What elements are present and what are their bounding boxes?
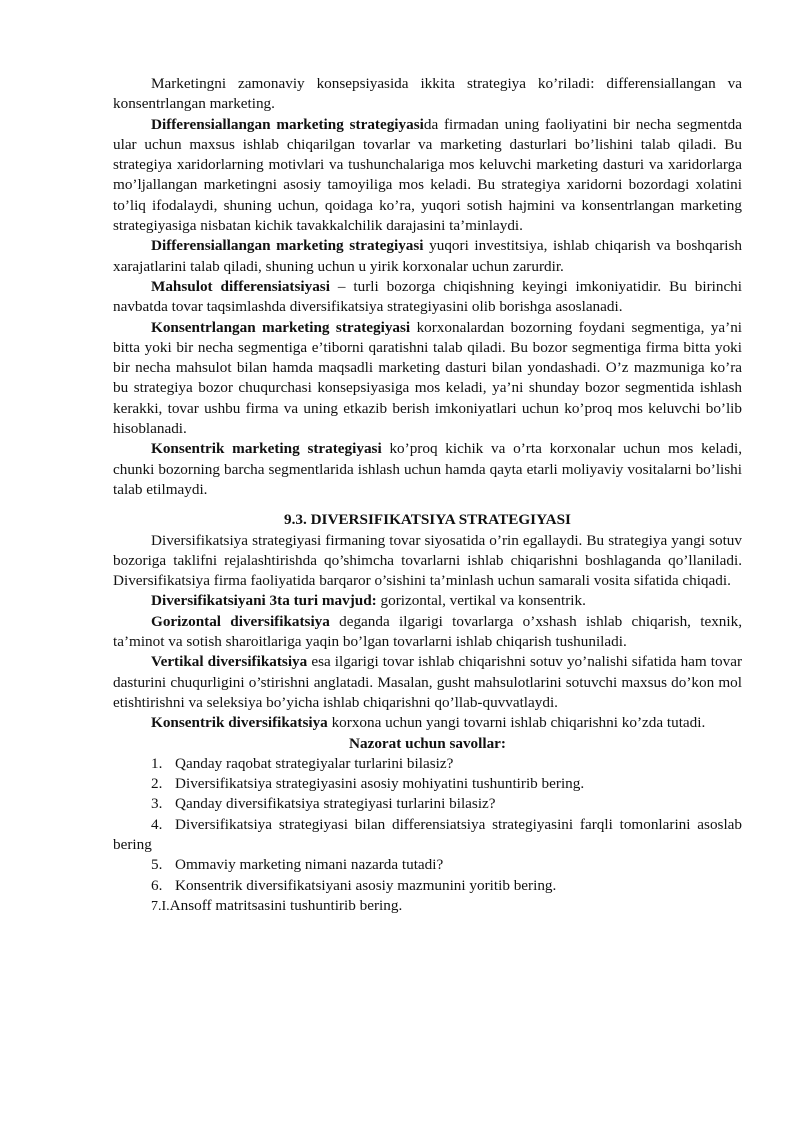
- question-text: Diversifikatsiya strategiyasi bilan differensiatsiya strategiyasini farqli tomonlarini asoslab bering: [113, 815, 742, 853]
- paragraph-intro: Marketingni zamonaviy konsepsiyasida ikkita strategiya ko’riladi: differensiallangan va konsentrlangan marketing.: [113, 75, 742, 113]
- diversification-section: [113, 531, 742, 734]
- questions-list: [113, 754, 742, 917]
- list-item: [113, 855, 742, 875]
- term-bold: Vertikal diversifikatsiya: [151, 653, 308, 671]
- paragraph-concentric: Konsentrik diversifikatsiya korxona uchun yangi tovarni ishlab chiqarishni ko’zda tutadi.: [151, 714, 706, 732]
- paragraph-concentrated-strategy: Konsentrlangan marketing strategiyasi korxonalardan bozorning foydani segmentiga, ya’ni bitta yoki bir necha segmentiga e’tiborni qaratishni talab qiladi. Bu bozor segmentiga firma bitta yoki bir necha mahsulot bilan hamda maqsadli marketing dasturi bilan yondashadi. O’z mazmuniga ko’ra bu strategiya bozor chuqurchasi konsepsiyasiga mos keladi, ya’ni shunday bozor segmentida ishlash kerakki, tovar ushbu firma va uning etkazib berish imkoniyatlari uchun ko’proq mos keluvchi bo’lib hisoblanadi.: [113, 318, 743, 438]
- term-bold: Gorizontal diversifikatsiya: [151, 612, 330, 630]
- term-bold: Mahsulot differensiatsiyasi: [151, 277, 330, 295]
- question-number: 4.: [151, 815, 163, 833]
- term-bold: Konsentrik diversifikatsiya: [151, 714, 328, 732]
- question-number: 2.: [151, 775, 163, 793]
- question-text: Qanday diversifikatsiya strategiyasi turlarini bilasiz?: [175, 795, 496, 813]
- paragraph-concentric-strategy: Konsentrik marketing strategiyasi ko’proq kichik va o’rta korxonalar uchun mos keladi, chunki bozorning barcha segmentlarida ishlash uchun hamda qayta etarli moliyaviy vositalarni bo’lishi talab etilmaydi.: [113, 440, 742, 498]
- questions-title: Nazorat uchun savollar:: [349, 734, 506, 752]
- question-number: 3.: [151, 795, 163, 813]
- question-number: 7.I.: [151, 898, 170, 914]
- term-bold: Konsentrik marketing strategiyasi: [151, 440, 382, 458]
- paragraph-diversification-types: Diversifikatsiyani 3ta turi mavjud: gorizontal, vertikal va konsentrik.: [151, 592, 586, 610]
- section-title: 9.3. DIVERSIFIKATSIYA STRATEGIYASI: [284, 511, 571, 529]
- list-item: [113, 896, 742, 917]
- question-text: Qanday raqobat strategiyalar turlarini bilasiz?: [175, 754, 454, 772]
- paragraph-diversification-intro: Diversifikatsiya strategiyasi firmaning tovar siyosatida o’rin egallaydi. Bu strategiya yangi sotuv bozoriga taklifni rejalashtirishda qo’shimcha tovarlarni ishlab chiqarishni boshlaganda qo’llaniladi. Diversifikatsiya firma faoliyatida barqaror o’sishini ta’minlash uchun samarali vosita sifatida chiqadi.: [113, 531, 742, 590]
- term-bold: Differensiallangan marketing strategiyasi: [151, 237, 424, 255]
- term-bold: Differensiallangan marketing strategiyasi: [151, 115, 424, 133]
- term-bold: Konsentrlangan marketing strategiyasi: [151, 318, 411, 336]
- list-item: [113, 754, 742, 774]
- question-text: Ansoff matritsasini tushuntirib bering.: [169, 896, 403, 914]
- question-text: Diversifikatsiya strategiyasini asosiy mohiyatini tushuntirib bering.: [175, 775, 585, 793]
- list-item: [113, 815, 742, 856]
- paragraph-differentiated-costs: Differensiallangan marketing strategiyasi yuqori investitsiya, ishlab chiqarish va boshqarish xarajatlarini talab qiladi, shuning uchun u yirik korxonalar uchun zarurdir.: [113, 237, 742, 275]
- question-number: 5.: [151, 856, 163, 874]
- question-number: 6.: [151, 876, 163, 894]
- term-bold: Diversifikatsiyani 3ta turi mavjud:: [151, 592, 377, 610]
- paragraph-differentiated-strategy: Differensiallangan marketing strategiyasida firmadan uning faoliyatini bir necha segmentda ular uchun maxsus ishlab chiqarilgan tovarlar va marketing dasturlari bo’lishini talab qiladi. Bu strategiya xaridorlarning motivlari va tushunchalariga mos keluvchi marketing dasturi va xaridorlarga mo’ljallangan marketingni asosiy tamoyiliga mos keladi. Bu strategiya xaridorni bozordagi xolatini to’liq ifodalaydi, shuning uchun, qoidaga ko’ra, yuqori sotish hajmini va konsentrlangan marketing strategiyasiga nisbatan kichik tavakkalchilik darajasini ta’minlaydi.: [113, 115, 742, 235]
- list-item: [113, 876, 742, 896]
- paragraph-horizontal: Gorizontal diversifikatsiya deganda ilgarigi tovarlarga o’xshash ishlab chiqarish, texnik, ta’minot va sotish sharoitlariga yaqin bo’lgan tovarlarni ishlab chiqarish tushuniladi.: [113, 612, 742, 651]
- list-item: [113, 794, 742, 814]
- intro-section: [113, 74, 742, 500]
- question-text: Konsentrik diversifikatsiyani asosiy mazmunini yoritib bering.: [175, 876, 557, 894]
- question-text: Ommaviy marketing nimani nazarda tutadi?: [175, 856, 444, 874]
- question-number: 1.: [151, 754, 163, 772]
- paragraph-vertical: Vertikal diversifikatsiya esa ilgarigi tovar ishlab chiqarishni sotuv yo’nalishi sifatida ham tovar dasturini chuqurligini o’stirishni anglatadi. Masalan, gusht mahsulotlarini sotuvchi maxsus do’kon mol etishtirishni va seleksiya bo’yicha ishlab chiqarishni qo’llab-quvvatlaydi.: [113, 653, 743, 711]
- paragraph-product-differentiation: Mahsulot differensiatsiyasi – turli bozorga chiqishning keyingi imkoniyatidir. Bu birinchi navbatda tovar taqsimlashda diversifikatsiya strategiyasini olib borishga asoslanadi.: [113, 277, 742, 316]
- list-item: [113, 774, 742, 794]
